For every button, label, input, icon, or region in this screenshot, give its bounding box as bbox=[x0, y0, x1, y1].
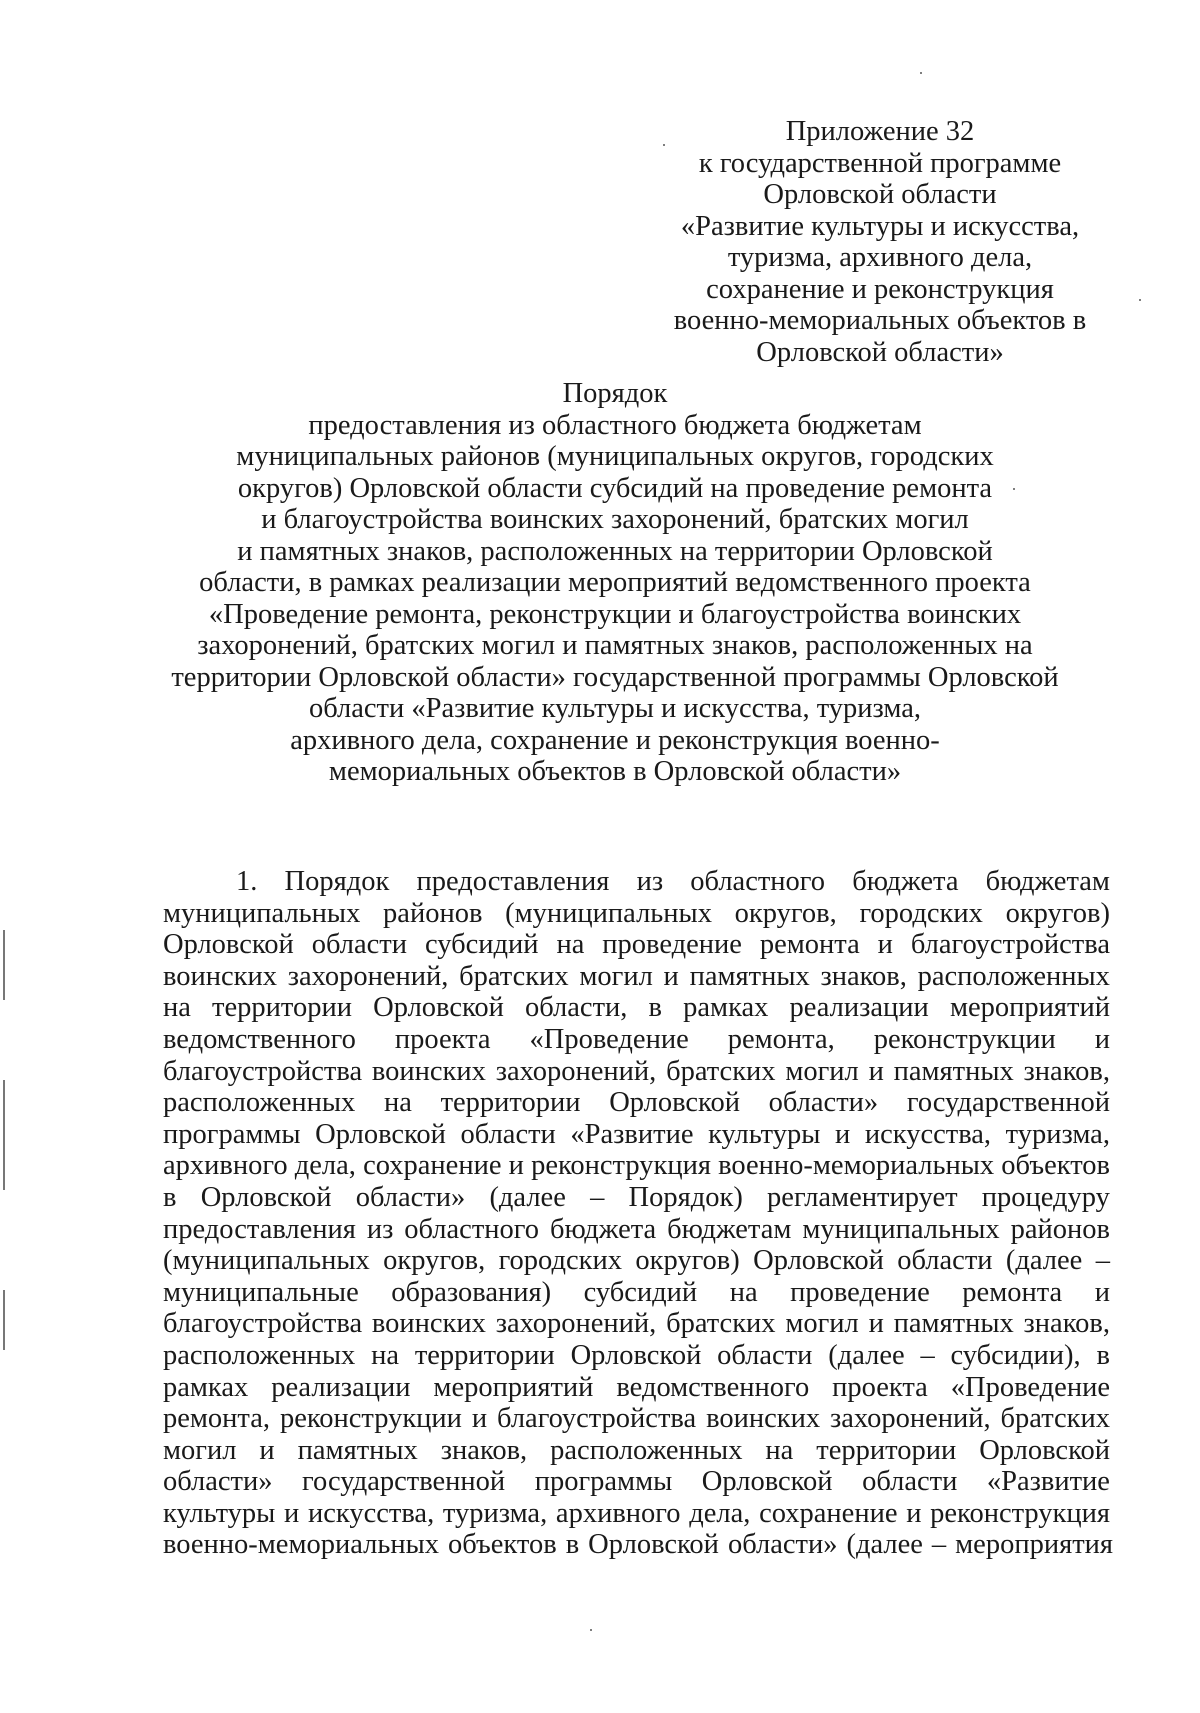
word: муниципальных bbox=[163, 897, 361, 929]
word: реконструкция bbox=[531, 1150, 711, 1182]
word: Орловской bbox=[701, 1466, 833, 1498]
word: и bbox=[1094, 1276, 1110, 1308]
word: сохранение bbox=[363, 1150, 502, 1182]
paragraph-line bbox=[163, 1498, 1110, 1530]
word: области bbox=[862, 1466, 958, 1498]
word: братских bbox=[1000, 1403, 1110, 1435]
paragraph-line bbox=[163, 961, 1110, 993]
word: и bbox=[508, 1150, 524, 1182]
title-line: области «Развитие культуры и искусства, туризма, bbox=[308, 693, 922, 724]
word: Порядок) bbox=[628, 1181, 743, 1213]
paragraph-line bbox=[163, 898, 1110, 930]
word: городских bbox=[859, 897, 983, 929]
word: расположенных bbox=[163, 1087, 356, 1119]
title-line: и благоустройства воинских захоронений, братских могил bbox=[261, 504, 969, 535]
word: муниципальные bbox=[163, 1276, 359, 1308]
word: Орловской bbox=[373, 992, 504, 1024]
word: и bbox=[906, 1497, 922, 1529]
paragraph-line bbox=[163, 1372, 1110, 1404]
word: территории bbox=[440, 1087, 581, 1119]
word: и bbox=[1094, 1023, 1110, 1055]
word: – bbox=[1095, 1245, 1110, 1277]
title-line: округов) Орловской области субсидий на проведение ремонта bbox=[237, 472, 993, 504]
title-line: мемориальных объектов в Орловской области» bbox=[328, 756, 902, 787]
word: ведомственного bbox=[163, 1023, 356, 1055]
word: субсидии), bbox=[950, 1339, 1081, 1371]
margin-mark bbox=[3, 930, 5, 1000]
word: процедуру bbox=[981, 1181, 1110, 1213]
word: государственной bbox=[906, 1087, 1110, 1119]
word: искусства, bbox=[864, 1118, 992, 1150]
word: программы bbox=[534, 1466, 673, 1498]
word: «Развитие bbox=[986, 1466, 1110, 1498]
word: могил bbox=[163, 1434, 237, 1466]
word: на bbox=[729, 1276, 758, 1308]
title-line: муниципальных районов (муниципальных округов, городских bbox=[236, 441, 994, 472]
word: ремонта bbox=[962, 1276, 1063, 1308]
appendix-line: Орловской области bbox=[763, 179, 997, 210]
paragraph-line bbox=[163, 1024, 1110, 1056]
word: области bbox=[311, 929, 407, 961]
word: памятных bbox=[689, 960, 810, 992]
word: предоставления bbox=[416, 866, 610, 897]
word: военно-мемориальных bbox=[163, 1529, 439, 1561]
word: захоронений, bbox=[495, 1308, 657, 1340]
word: бюджета bbox=[549, 1213, 657, 1245]
word: бюджетам bbox=[985, 866, 1110, 897]
word: воинских bbox=[371, 1055, 486, 1087]
word: субсидий bbox=[583, 1276, 698, 1308]
word: и bbox=[868, 1308, 884, 1340]
word: (далее bbox=[846, 1529, 923, 1561]
scan-speck bbox=[1013, 488, 1015, 490]
word: территории bbox=[816, 1434, 957, 1466]
word: округов) bbox=[1005, 897, 1110, 929]
word: могил bbox=[579, 960, 653, 992]
word: знаков, bbox=[440, 1434, 528, 1466]
word: (далее bbox=[828, 1339, 905, 1371]
appendix-line: Орловской области» bbox=[756, 336, 1004, 368]
word: проведение bbox=[790, 1276, 930, 1308]
word: воинских bbox=[163, 960, 278, 992]
word: братских bbox=[666, 1055, 776, 1087]
word: благоустройства bbox=[497, 1403, 697, 1435]
word: ремонта, bbox=[727, 1023, 835, 1055]
word: 1. bbox=[236, 866, 258, 897]
word: и bbox=[471, 1403, 488, 1435]
scan-speck bbox=[590, 1629, 592, 1631]
word: Орловской bbox=[315, 1118, 446, 1150]
paragraph-line bbox=[163, 1119, 1110, 1151]
paragraph-line bbox=[163, 1056, 1110, 1088]
word: (муниципальных bbox=[505, 897, 712, 929]
paragraph-line bbox=[163, 1529, 1114, 1561]
title-line: архивного дела, сохранение и реконструкция военно- bbox=[290, 724, 940, 756]
word: военно-мемориальных bbox=[718, 1150, 995, 1182]
scan-speck bbox=[920, 72, 922, 74]
word: области» bbox=[768, 1087, 879, 1119]
word: Орловской bbox=[570, 1339, 702, 1371]
title-line: захоронений, братских могил и памятных знаков, расположенных на bbox=[197, 630, 1033, 661]
word: субсидий bbox=[424, 929, 539, 961]
word: могил bbox=[785, 1308, 859, 1340]
word: районов bbox=[1010, 1213, 1110, 1245]
paragraph-line bbox=[163, 1182, 1110, 1214]
word: «Развитие bbox=[570, 1118, 694, 1150]
word: братских bbox=[666, 1308, 776, 1340]
appendix-header bbox=[640, 116, 1120, 368]
word: знаков, bbox=[820, 960, 907, 992]
paragraph-line bbox=[163, 1245, 1110, 1277]
word: (далее bbox=[1005, 1245, 1083, 1277]
word: области» bbox=[355, 1181, 466, 1213]
word: образования) bbox=[391, 1276, 552, 1308]
word: на bbox=[371, 1339, 400, 1371]
word: воинских bbox=[371, 1308, 486, 1340]
word: памятных bbox=[893, 1308, 1014, 1340]
word: городских bbox=[498, 1245, 622, 1277]
word: дела, bbox=[294, 1150, 356, 1182]
word: округов, bbox=[734, 897, 837, 929]
word: мероприятия bbox=[955, 1529, 1114, 1561]
word: ремонта, bbox=[163, 1403, 271, 1435]
word: расположенных bbox=[550, 1434, 743, 1466]
word: областного bbox=[690, 866, 826, 897]
paragraph-line bbox=[163, 866, 1110, 898]
word: регламентирует bbox=[767, 1181, 958, 1213]
appendix-line: туризма, архивного дела, bbox=[727, 242, 1033, 273]
word: территории bbox=[414, 1339, 555, 1371]
word: программы bbox=[163, 1118, 301, 1150]
word: расположенных bbox=[917, 960, 1110, 992]
word: Орловской bbox=[200, 1181, 332, 1213]
paragraph-line bbox=[163, 1466, 1110, 1498]
word: Орловской bbox=[753, 1245, 884, 1277]
word: воинских bbox=[706, 1403, 821, 1435]
word: в bbox=[565, 1529, 580, 1561]
word: области bbox=[897, 1245, 993, 1277]
word: области» bbox=[163, 1466, 273, 1498]
word: архивного bbox=[163, 1150, 288, 1182]
word: проекта bbox=[832, 1371, 928, 1403]
title-line: территории Орловской области» государственной программы Орловской bbox=[171, 661, 1059, 693]
word: проведение bbox=[602, 929, 742, 961]
paragraph-line bbox=[163, 992, 1110, 1024]
word: из bbox=[366, 1213, 394, 1245]
word: рамках bbox=[163, 1371, 249, 1403]
word: могил bbox=[785, 1055, 859, 1087]
word: Орловской bbox=[609, 1087, 740, 1119]
title-line: «Проведение ремонта, реконструкции и благоустройства воинских bbox=[208, 598, 1022, 630]
word: культуры bbox=[708, 1118, 821, 1150]
word: – bbox=[931, 1529, 947, 1561]
word: и bbox=[663, 960, 679, 992]
word: благоустройства bbox=[163, 1055, 363, 1087]
word: знаков, bbox=[1023, 1055, 1110, 1087]
word: округов) bbox=[635, 1245, 740, 1277]
paragraph-line bbox=[163, 1403, 1110, 1435]
word: и bbox=[284, 1497, 300, 1529]
word: Орловской bbox=[979, 1434, 1110, 1466]
paragraph-line bbox=[163, 1435, 1110, 1467]
paragraph-1 bbox=[163, 866, 1114, 1561]
word: – bbox=[920, 1339, 935, 1371]
scan-speck bbox=[1139, 299, 1141, 301]
word: области, bbox=[525, 992, 628, 1024]
paragraph-line bbox=[163, 929, 1110, 961]
word: бюджетам bbox=[667, 1213, 792, 1245]
title-line: и памятных знаков, расположенных на территории Орловской bbox=[237, 535, 993, 567]
word: сохранение bbox=[759, 1497, 898, 1529]
word: бюджета bbox=[852, 866, 959, 897]
word: расположенных bbox=[163, 1339, 356, 1371]
word: ремонта bbox=[759, 929, 860, 961]
paragraph-line bbox=[163, 1087, 1110, 1119]
word: округов, bbox=[383, 1245, 486, 1277]
word: предоставления bbox=[163, 1213, 356, 1245]
word: объектов bbox=[1001, 1150, 1110, 1182]
word: территории bbox=[212, 992, 352, 1024]
word: культуры bbox=[163, 1497, 276, 1529]
word: области bbox=[717, 1339, 813, 1371]
word: государственной bbox=[302, 1466, 506, 1498]
word: в bbox=[163, 1181, 177, 1213]
word: и bbox=[877, 929, 893, 961]
appendix-line: к государственной программе bbox=[698, 147, 1062, 179]
word: благоустройства bbox=[163, 1308, 363, 1340]
word: и bbox=[259, 1434, 275, 1466]
word: захоронений, bbox=[830, 1403, 991, 1435]
paragraph-line bbox=[163, 1214, 1110, 1246]
word: реконструкции bbox=[279, 1403, 462, 1435]
word: захоронений, bbox=[495, 1055, 657, 1087]
paragraph-line bbox=[163, 1277, 1110, 1309]
word: туризма, bbox=[1005, 1118, 1110, 1150]
paragraph-line bbox=[163, 1308, 1110, 1340]
word: объектов bbox=[448, 1529, 557, 1561]
word: рамках bbox=[683, 992, 769, 1024]
paragraph-line bbox=[163, 1150, 1110, 1182]
word: «Проведение bbox=[529, 1023, 689, 1055]
title-line: области, в рамках реализации мероприятий ведомственного проекта bbox=[199, 567, 1031, 598]
word: на bbox=[765, 1434, 794, 1466]
paragraph-line bbox=[163, 1340, 1110, 1372]
scan-speck bbox=[663, 144, 665, 146]
word: (далее bbox=[489, 1181, 566, 1213]
word: Порядок bbox=[284, 866, 390, 897]
word: из bbox=[636, 866, 664, 897]
word: реализации bbox=[271, 1371, 411, 1403]
word: районов bbox=[383, 897, 483, 929]
word: проекта bbox=[394, 1023, 491, 1055]
appendix-line: сохранение и реконструкция bbox=[706, 273, 1054, 305]
word: на bbox=[556, 929, 585, 961]
word: и bbox=[834, 1118, 851, 1150]
word: на bbox=[163, 992, 191, 1024]
title-heading: Порядок bbox=[562, 378, 668, 409]
word: архивного bbox=[555, 1497, 681, 1529]
word: благоустройства bbox=[910, 929, 1110, 961]
margin-mark bbox=[3, 1290, 5, 1350]
word: братских bbox=[459, 960, 569, 992]
word: реконструкция bbox=[930, 1497, 1110, 1529]
word: памятных bbox=[297, 1434, 418, 1466]
word: на bbox=[383, 1087, 412, 1119]
word: памятных bbox=[893, 1055, 1014, 1087]
margin-mark bbox=[3, 1080, 5, 1190]
word: – bbox=[590, 1181, 605, 1213]
word: Орловской bbox=[163, 929, 294, 961]
word: мероприятий bbox=[433, 1371, 594, 1403]
word: реконструкции bbox=[873, 1023, 1056, 1055]
word: реализации bbox=[789, 992, 929, 1024]
word: области» bbox=[727, 1529, 838, 1561]
word: захоронений, bbox=[287, 960, 449, 992]
appendix-line: военно-мемориальных объектов в bbox=[673, 305, 1087, 336]
word: (муниципальных bbox=[163, 1245, 370, 1277]
word: туризма, bbox=[442, 1497, 548, 1529]
word: ведомственного bbox=[616, 1371, 810, 1403]
word: области bbox=[460, 1118, 556, 1150]
title-line: предоставления из областного бюджета бюджетам bbox=[308, 409, 922, 441]
word: областного bbox=[404, 1213, 540, 1245]
word: в bbox=[648, 992, 663, 1024]
word: и bbox=[868, 1055, 884, 1087]
appendix-line: «Развитие культуры и искусства, bbox=[680, 210, 1080, 242]
word: дела, bbox=[689, 1497, 751, 1529]
word: искусства, bbox=[307, 1497, 435, 1529]
word: «Проведение bbox=[950, 1371, 1110, 1403]
word: в bbox=[1096, 1339, 1110, 1371]
word: Орловской bbox=[588, 1529, 719, 1561]
word: знаков, bbox=[1023, 1308, 1110, 1340]
appendix-line: Приложение 32 bbox=[785, 116, 975, 147]
document-title bbox=[140, 378, 1090, 788]
word: мероприятий bbox=[949, 992, 1110, 1024]
word: муниципальных bbox=[802, 1213, 1000, 1245]
